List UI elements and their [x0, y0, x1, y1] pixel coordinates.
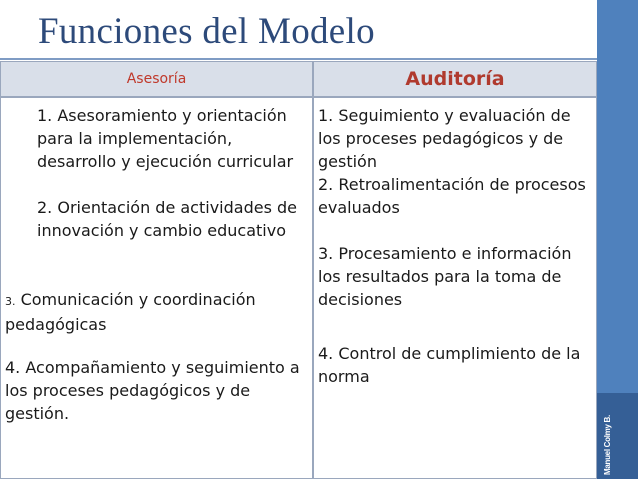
header-asesoria	[0, 61, 313, 97]
slide-title: Funciones del Modelo	[38, 11, 375, 52]
author-vertical-label: Manuel Colmy B.	[603, 415, 612, 475]
asesoria-item-1: 1. Asesoramiento y orientación para la implementación, desarrollo y ejecución curricular	[37, 106, 294, 171]
asesoria-item-3-number: 3.	[5, 295, 16, 308]
asesoria-item-2: 2. Orientación de actividades de innovación y cambio educativo	[37, 198, 297, 240]
auditoria-item-4: 4. Control de cumplimiento de la norma	[318, 344, 581, 386]
header-auditoria	[313, 61, 597, 97]
header-asesoria-label: Asesoría	[126, 71, 187, 87]
auditoria-column	[313, 97, 597, 479]
auditoria-item-1: 1. Seguimiento y evaluación de los proceses pedagógicos y de gestión	[318, 106, 571, 171]
auditoria-item-3: 3. Procesamiento e información los resultados para la toma de decisiones	[318, 244, 572, 309]
asesoria-item-3-text: Comunicación y coordinación pedagógicas	[5, 290, 256, 334]
asesoria-item-4: 4. Acompañamiento y seguimiento a los proceses pedagógicos y de gestión.	[5, 358, 300, 423]
side-accent-bar	[597, 0, 638, 479]
header-auditoria-label: Auditoría	[405, 68, 505, 90]
auditoria-item-2: 2. Retroalimentación de procesos evaluados	[318, 175, 586, 217]
asesoria-column	[0, 97, 313, 479]
title-divider	[0, 58, 597, 60]
functions-table	[0, 61, 597, 479]
asesoria-item-3	[5, 288, 305, 336]
